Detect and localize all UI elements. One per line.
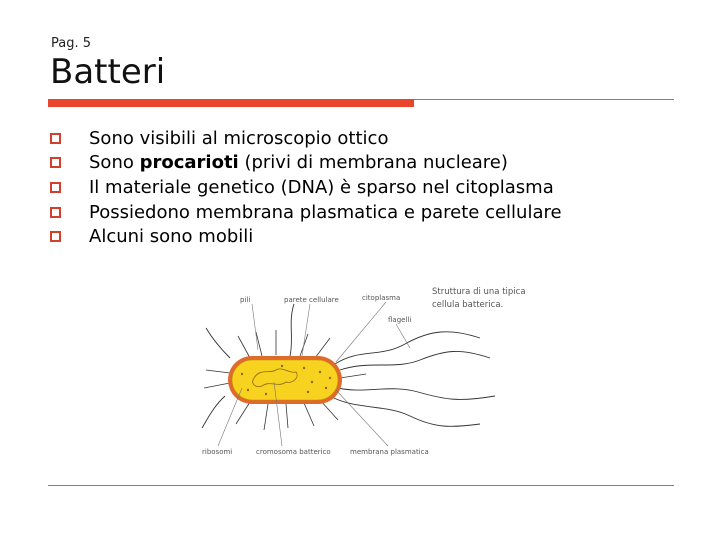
bullet-text: Sono visibili al microscopio ottico [89, 127, 389, 149]
slide-title: Batteri [50, 52, 166, 92]
bullet-item [50, 200, 562, 225]
label-parete: parete cellulare [284, 296, 339, 304]
footer-rule [48, 485, 674, 486]
bacterial-cell-diagram [190, 278, 550, 463]
bullet-text: Possiedono membrana plasmatica e parete cellulare [89, 201, 562, 223]
figure-caption-line1: Struttura di una tipica [432, 287, 526, 297]
square-bullet-icon [50, 182, 61, 193]
cell-body [232, 360, 338, 400]
bullet-text: Sono procarioti (privi di membrana nucleare) [89, 152, 508, 174]
square-bullet-icon [50, 157, 61, 168]
bold-term: procarioti [139, 152, 239, 174]
label-nucleoide: cromosoma batterico [256, 448, 331, 456]
title-accent-bar [48, 99, 414, 107]
bullet-list [50, 126, 562, 249]
label-pili: pili [240, 296, 251, 304]
label-ribosomi: ribosomi [202, 448, 233, 456]
bullet-item [50, 126, 562, 151]
bullet-item [50, 224, 562, 249]
bullet-item [50, 175, 562, 200]
bullet-text: Alcuni sono mobili [89, 226, 254, 248]
label-citoplasma: citoplasma [362, 294, 401, 302]
label-membrana: membrana plasmatica [350, 448, 429, 456]
bullet-text: Il materiale genetico (DNA) è sparso nel citoplasma [89, 176, 554, 198]
square-bullet-icon [50, 231, 61, 242]
bullet-item [50, 151, 562, 176]
figure-caption-line2: cellula batterica. [432, 300, 504, 310]
page-number: Pag. 5 [51, 36, 92, 51]
square-bullet-icon [50, 133, 61, 144]
square-bullet-icon [50, 207, 61, 218]
label-flagelli: flagelli [388, 316, 412, 324]
